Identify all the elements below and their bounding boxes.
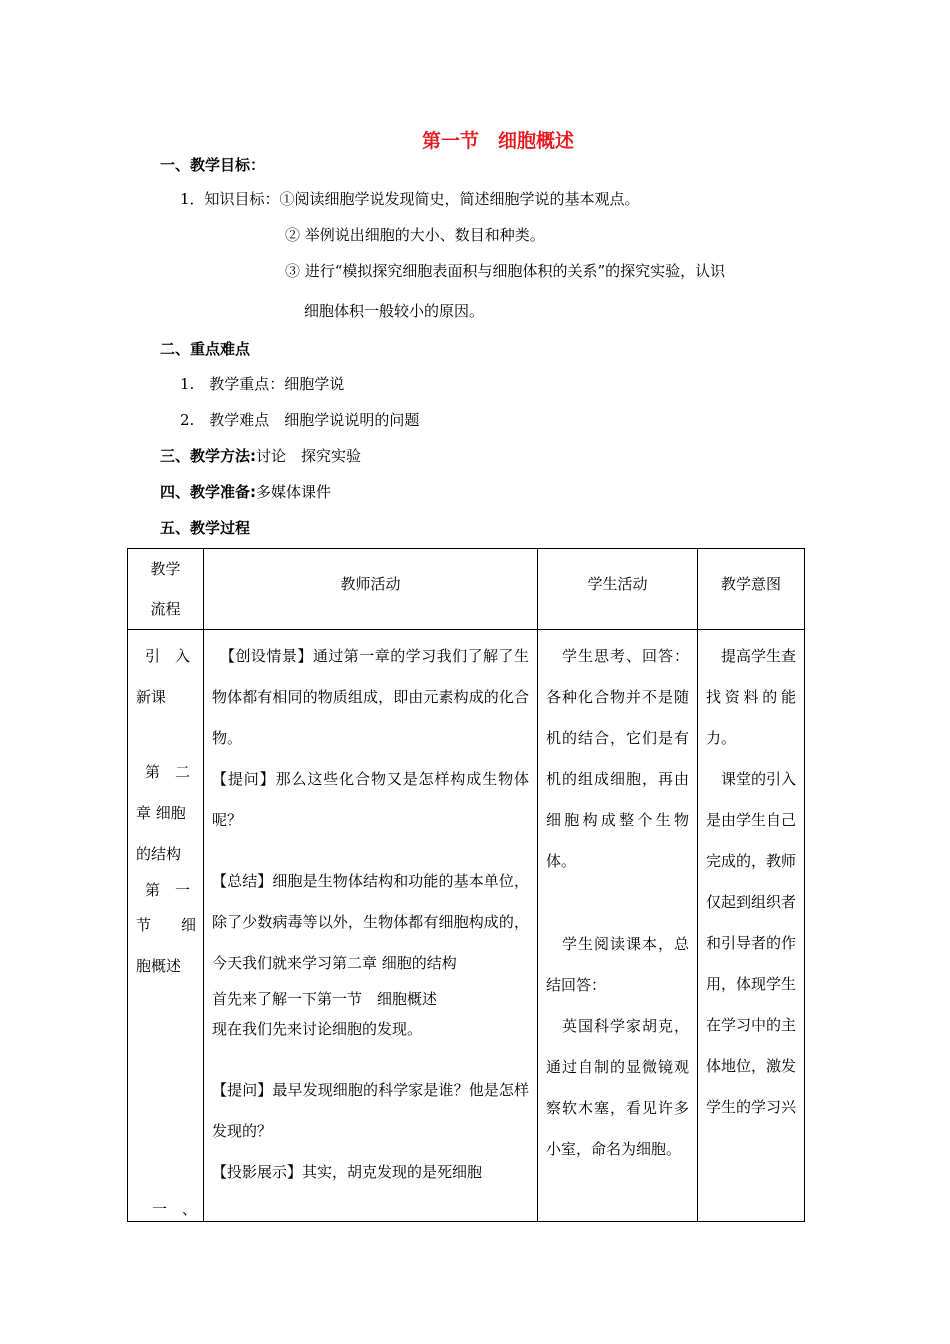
objective-3-continued: 细胞体积一般较小的原因。 [304,302,485,320]
header-flow [128,549,204,630]
header-flow-line1: 教学 [150,560,181,578]
preparation-label: 四、教学准备: [160,483,256,501]
page-title: 第一节 细胞概述 [421,130,574,152]
flow-line: 节 细 [136,916,197,934]
flow-line: 的结构 [136,845,182,863]
header-intent: 教学意图 [698,549,805,630]
key-point-1: 1. 教学重点：细胞学说 [180,375,345,393]
student-cell [538,630,698,1222]
flow-line: 第 一 [144,881,190,899]
flow-line: 第 二 [144,763,190,781]
flow-line: 胞概述 [136,957,182,975]
teacher-paragraph: 【提问】最早发现细胞的科学家是谁？他是怎样发现的？ [212,1081,529,1140]
student-paragraph: 学生思考、回答：各种化合物并不是随机的结合，它们是有机的组成细胞，再由细胞构成整个生物体。 [546,647,689,870]
section-objectives-heading: 一、教学目标： [160,156,266,174]
key-point-2: 2. 教学难点 细胞学说说明的问题 [180,411,420,429]
student-paragraph: 英国科学家胡克，通过自制的显微镜观察软木塞，看见许多小室，命名为细胞。 [546,1017,689,1158]
process-table [127,548,805,1222]
flow-line [136,718,199,752]
flow-line: 章 细胞 [136,804,186,822]
teacher-cell [204,630,538,1222]
teacher-paragraph: 首先来了解一下第一节 细胞概述 [212,990,438,1008]
table-header-row [128,549,805,630]
preparation-value: 多媒体课件 [256,483,332,501]
header-flow-line2: 流程 [150,600,181,618]
objective-1: 1．知识目标：①阅读细胞学说发现简史，简述细胞学说的基本观点。 [180,190,640,208]
flow-bottom: 一 、 [152,1200,198,1218]
objective-2: ② 举例说出细胞的大小、数目和种类。 [285,226,545,244]
methods-value: 讨论 探究实验 [256,447,362,465]
teacher-paragraph: 【总结】细胞是生物体结构和功能的基本单位，除了少数病毒等以外，生物体都有细胞构成的，今天我们就来学习第二章 细胞的结构 [212,872,529,972]
flow-line: 新课 [136,688,167,706]
teacher-paragraph: 【提问】那么这些化合物又是怎样构成生物体呢？ [212,770,529,829]
flow-line: 引 入 [144,647,190,665]
teacher-paragraph: 【投影展示】其实，胡克发现的是死细胞 [212,1163,483,1181]
intent-cell [698,630,805,1222]
teacher-paragraph: 【创设情景】通过第一章的学习我们了解了生物体都有相同的物质组成，即由元素构成的化合物。 [212,647,529,747]
student-paragraph: 学生阅读课本，总结回答： [546,935,689,994]
section-methods [160,445,361,466]
section-key-points-heading: 二、重点难点 [160,340,251,358]
flow-cell [128,630,204,1222]
section-process-heading: 五、教学过程 [160,519,251,537]
intent-paragraph: 提高学生查找资料的能力。 [706,647,797,747]
methods-label: 三、教学方法: [160,447,256,465]
teacher-paragraph: 现在我们先来讨论细胞的发现。 [212,1020,423,1038]
section-preparation [160,481,331,502]
intent-paragraph: 课堂的引入是由学生自己完成的，教师仅起到组织者和引导者的作用，体现学生在学习中的主体地位，激发学生的学习兴 [706,770,797,1116]
objective-3: ③ 进行“模拟探究细胞表面积与细胞体积的关系”的探究实验，认识 [285,262,726,280]
header-teacher: 教师活动 [204,549,538,630]
table-row [128,630,805,1222]
header-student: 学生活动 [538,549,698,630]
